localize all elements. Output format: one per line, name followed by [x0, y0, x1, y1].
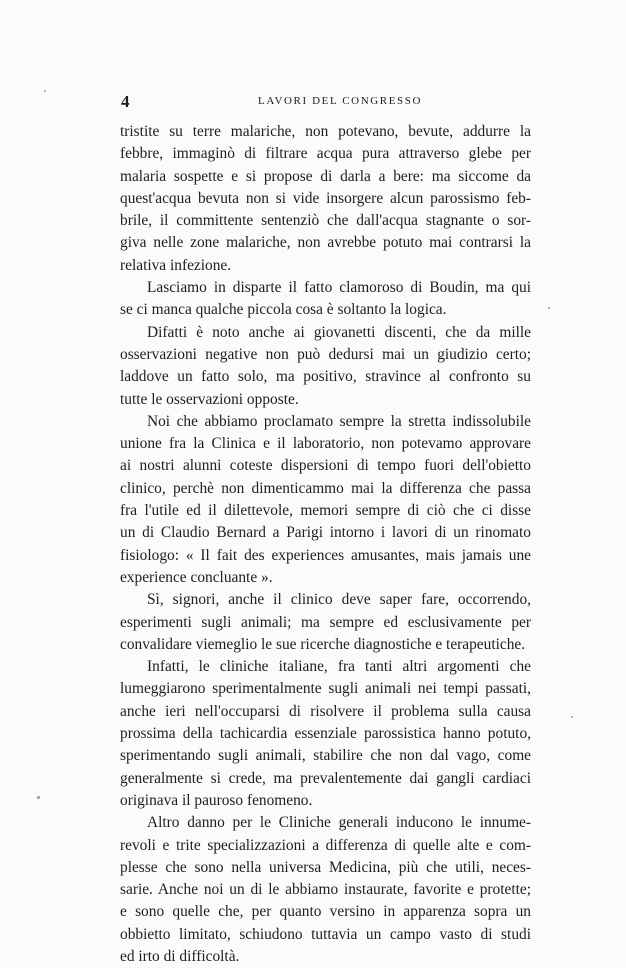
text-line: fisiologo: « Il fait des experiences amusantes, mais jamais une: [120, 546, 531, 564]
paper-speck: [44, 90, 46, 92]
text-line: convalidare viemeglio le sue ricerche diagnostiche e terapeutiche.: [120, 635, 526, 653]
text-line: giva nelle zone malariche, non avrebbe potuto mai contrarsi la: [120, 234, 531, 252]
text-line: un di Claudio Bernard a Parigi intorno i lavori di un rinomato: [120, 524, 531, 542]
text-line: esperimenti sugli animali; ma sempre ed esclusivamente per: [120, 613, 531, 631]
text-line: laddove un fatto solo, ma positivo, stravince al confronto su: [120, 368, 531, 386]
text-line: quest'acqua bevuta non si vide insorgere alcun parossismo feb-: [120, 189, 531, 207]
text-line: malaria sospette e si propose di darla a bere: ma siccome da: [120, 167, 531, 185]
text-line: obbietto limitato, schiudono tuttavia un campo vasto di studi: [120, 925, 531, 943]
text-line: Altro danno per le Cliniche generali inducono le innume-: [147, 814, 531, 832]
text-line: brile, il committente sentenziò che dall'acqua stagnante o sor-: [120, 212, 531, 230]
text-line: experience concluante ».: [120, 568, 273, 586]
text-line: Lasciamo in disparte il fatto clamoroso di Boudin, ma qui: [147, 279, 531, 297]
paper-speck: [37, 796, 40, 799]
text-line: prossima della tachicardia essenziale parossistica hanno potuto,: [120, 725, 531, 743]
text-line: clinico, perchè non dimenticammo mai la differenza che passa: [120, 479, 531, 497]
text-line: se ci manca qualche piccola cosa è soltanto la logica.: [120, 301, 447, 319]
paragraph: [120, 411, 531, 589]
paragraph: [120, 589, 531, 656]
text-line: generalmente si crede, ma prevalentemente dai gangli cardiaci: [120, 769, 531, 787]
text-line: lumeggiarono sperimentalmente sugli animali nei tempi passati,: [120, 680, 531, 698]
text-line: fra l'utile ed il dilettevole, memori sempre di ciò che ci disse: [120, 502, 531, 520]
paper-speck: [548, 307, 550, 309]
paper-speck: [571, 716, 573, 718]
paragraph: [120, 656, 531, 812]
text-line: revoli e trite specializzazioni a differenza di quelle alte e com-: [120, 836, 531, 854]
text-line: relativa infezione.: [120, 256, 232, 274]
text-line: plesse che sono nella universa Medicina, più che utili, neces-: [120, 858, 531, 876]
running-title: LAVORI DEL CONGRESSO: [258, 95, 423, 107]
text-line: sarie. Anche noi un di le abbiamo instaurate, favorite e protette;: [120, 881, 531, 899]
body-text: [120, 121, 531, 968]
text-line: anche ieri nell'occuparsi di risolvere il problema sulla causa: [120, 702, 531, 720]
text-line: febbre, immaginò di filtrare acqua pura attraverso glebe per: [120, 145, 531, 163]
text-line: Difatti è noto anche ai giovanetti discenti, che da mille: [147, 323, 531, 341]
text-line: tutte le osservazioni opposte.: [120, 390, 299, 408]
text-line: Sì, signori, anche il clinico deve saper fare, occorrendo,: [147, 591, 531, 609]
text-line: unione fra la Clinica e il laboratorio, non potevamo approvare: [120, 435, 531, 453]
text-line: originava il pauroso fenomeno.: [120, 791, 313, 809]
text-line: e sono quelle che, per quanto versino in apparenza sopra un: [120, 903, 531, 921]
text-line: tristite su terre malariche, non potevano, bevute, addurre la: [120, 123, 531, 140]
text-line: Noi che abbiamo proclamato sempre la stretta indissolubile: [147, 412, 531, 430]
paragraph: [120, 322, 531, 411]
text-line: Infatti, le cliniche italiane, fra tanti altri argomenti che: [147, 658, 531, 676]
text-line: ed irto di difficoltà.: [120, 947, 240, 965]
paragraph: [120, 812, 531, 968]
text-line: osservazioni negative non può dedursi mai un giudizio certo;: [120, 345, 531, 363]
text-line: ai nostri alunni coteste dispersioni di tempo fuori dell'obietto: [120, 457, 531, 475]
text-line: sperimentando sugli animali, stabilire che non dal vago, come: [120, 747, 531, 765]
paragraph: [120, 121, 531, 277]
page-header: [0, 92, 626, 112]
page-number: 4: [121, 92, 130, 111]
paragraph: [120, 277, 531, 322]
